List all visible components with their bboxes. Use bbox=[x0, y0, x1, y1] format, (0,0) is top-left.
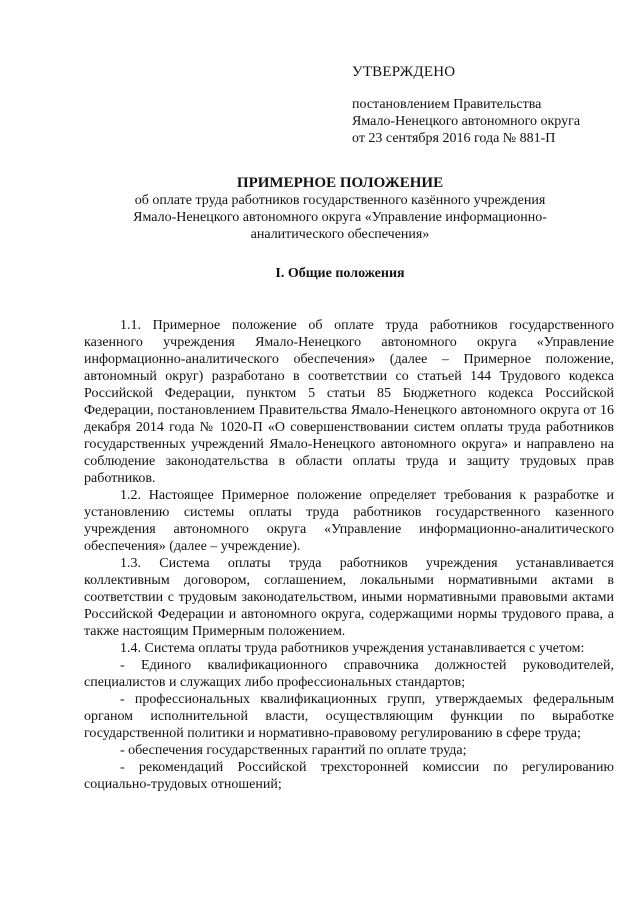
document-subtitle-line: аналитического обеспечения» bbox=[250, 227, 430, 242]
list-item: - профессиональных квалификационных групп, утверждаемых федеральным органом исполнительной власти, осуществляющим функции по выработке государственной политики и нормативно-правовому регулированию в сфере труда; bbox=[84, 692, 614, 741]
approval-line: постановлением Правительства bbox=[352, 97, 542, 112]
document-title: ПРИМЕРНОЕ ПОЛОЖЕНИЕ bbox=[236, 175, 444, 191]
approved-label: УТВЕРЖДЕНО bbox=[352, 64, 456, 80]
document-subtitle-line: об оплате труда работников государственного казённого учреждения bbox=[134, 193, 546, 208]
paragraph-1-2: 1.2. Настоящее Примерное положение определяет требования к разработке и установлению системы оплаты труда работников государственного казенного учреждения автономного округа «Управление информационно-аналитического обеспечения» (далее – учреждение). bbox=[84, 488, 614, 554]
list-item: - обеспечения государственных гарантий по оплате труда; bbox=[120, 743, 467, 758]
approval-stamp bbox=[352, 64, 622, 147]
document-title-block bbox=[60, 174, 620, 243]
section-heading: I. Общие положения bbox=[275, 266, 405, 281]
list-item: - рекомендаций Российской трехсторонней комиссии по регулированию социально-трудовых отношений; bbox=[84, 760, 614, 792]
list-item: - Единого квалификационного справочника должностей руководителей, специалистов и служащих либо профессиональных стандартов; bbox=[84, 658, 614, 690]
document-subtitle-line: Ямало-Ненецкого автономного округа «Управление информационно- bbox=[133, 210, 547, 225]
approval-line: от 23 сентября 2016 года № 881-П bbox=[352, 131, 556, 146]
paragraph-1-3: 1.3. Система оплаты труда работников учреждения устанавливается коллективным договором, соглашением, локальными нормативными актами в соответствии с трудовым законодательством, иными нормативными правовыми актами Российской Федерации и автономного округа, содержащими нормы трудового права, а также настоящим Примерным положением. bbox=[84, 556, 614, 639]
paragraph-1-1: 1.1. Примерное положение об оплате труда работников государственного казенного учреждения Ямало-Ненецкого автономного округа «Управление информационно-аналитического обеспечения» (далее – Примерное положение, автономный округ) разработано в соответствии со статьей 144 Трудового кодекса Российской Федерации, пунктом 5 статьи 85 Бюджетного кодекса Российской Федерации, постановлением Правительства Ямало-Ненецкого автономного округа от 16 декабря 2014 года № 1020-П «О совершенствовании систем оплаты труда работников государственных учреждений Ямало-Ненецкого автономного округа» и направлено на соблюдение законодательства в области оплаты труда и защиту трудовых прав работников. bbox=[84, 318, 614, 486]
document-body bbox=[84, 317, 614, 793]
approval-line: Ямало-Ненецкого автономного округа bbox=[352, 114, 581, 129]
paragraph-1-4: 1.4. Система оплаты труда работников учреждения устанавливается с учетом: bbox=[120, 641, 585, 656]
